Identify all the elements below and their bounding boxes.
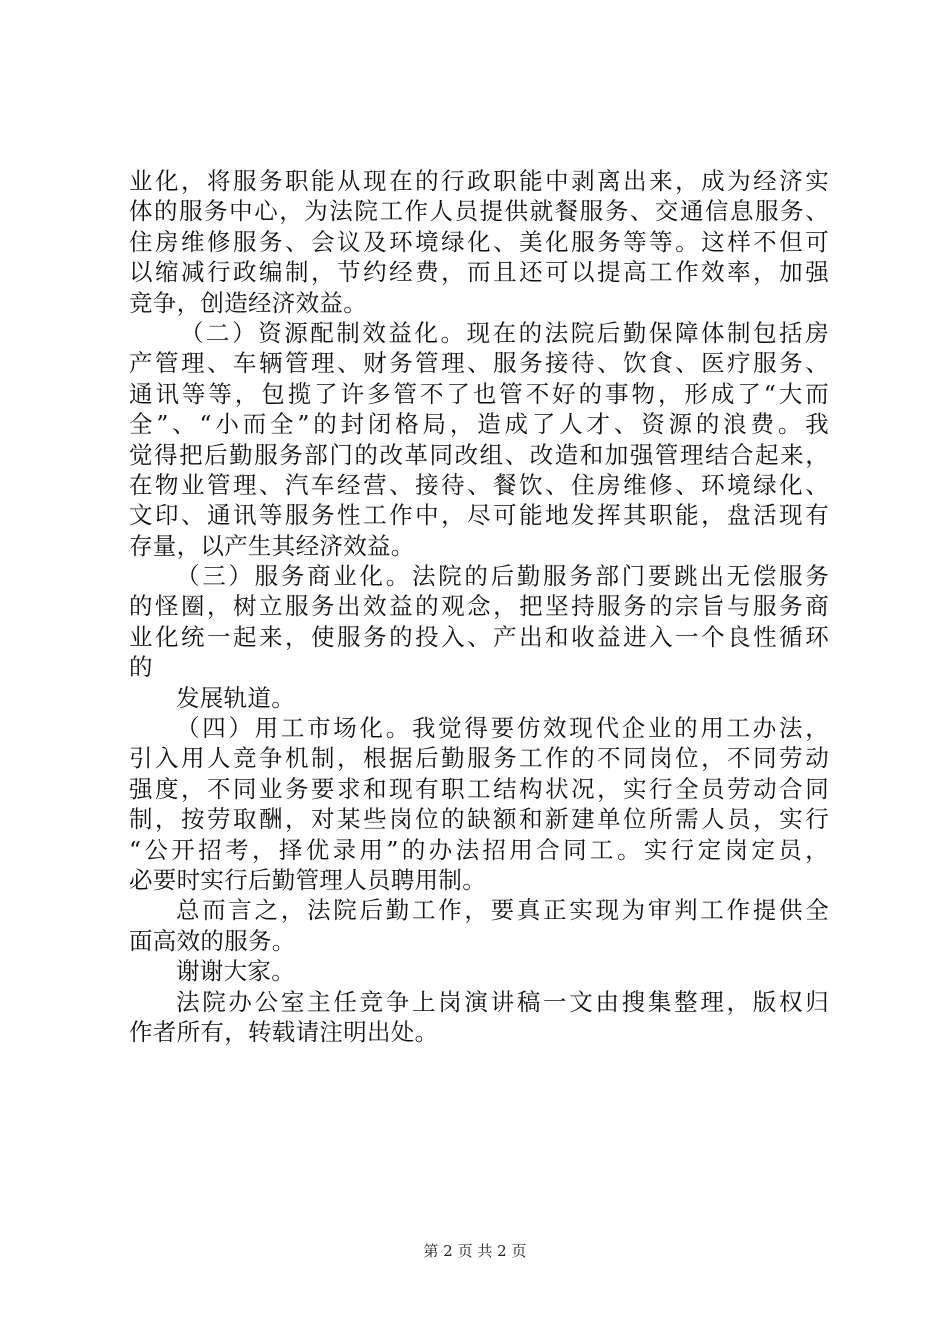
text-line: 在物业管理、汽车经营、接待、餐饮、住房维修、环境绿化、: [129, 470, 829, 499]
text-line: 谢谢大家。: [176, 957, 295, 986]
text-line: （四）用工市场化。我觉得要仿效现代企业的用工办法，: [176, 714, 829, 743]
text-line: 业化，将服务职能从现在的行政职能中剥离出来，成为经济实: [129, 167, 829, 195]
text-line: 存量，以产生其经济效益。: [129, 531, 415, 560]
text-line: 制，按劳取酬，对某些岗位的缺额和新建单位所需人员，实行: [129, 805, 829, 834]
text-line: 面高效的服务。: [129, 926, 296, 955]
text-line: 体的服务中心，为法院工作人员提供就餐服务、交通信息服务、: [129, 197, 829, 226]
text-line: 强度，不同业务要求和现有职工结构状况，实行全员劳动合同: [129, 774, 829, 803]
text-line: 的: [129, 653, 153, 682]
text-line: 觉得把后勤服务部门的改革同改组、改造和加强管理结合起来，: [129, 440, 829, 469]
text-line: （二）资源配制效益化。现在的法院后勤保障体制包括房: [180, 318, 829, 347]
text-line: 引入用人竞争机制，根据后勤服务工作的不同岗位，不同劳动: [129, 744, 829, 773]
text-line: 以缩减行政编制，节约经费，而且还可以提高工作效率，加强: [129, 258, 829, 287]
text-line: 法院办公室主任竞争上岗演讲稿一文由搜集整理，版权归: [176, 987, 829, 1016]
text-line: 总而言之，法院后勤工作，要真正实现为审判工作提供全: [176, 896, 829, 925]
text-line: （三）服务商业化。法院的后勤服务部门要跳出无偿服务: [176, 562, 829, 591]
text-line: 业化统一起来，使服务的投入、产出和收益进入一个良性循环: [129, 622, 829, 651]
text-line: 必要时实行后勤管理人员聘用制。: [129, 865, 486, 894]
text-line: 发展轨道。: [176, 683, 295, 712]
text-line: 产管理、车辆管理、财务管理、服务接待、饮食、医疗服务、: [129, 349, 829, 378]
text-line: 文印、通讯等服务性工作中，尽可能地发挥其职能，盘活现有: [129, 501, 829, 530]
text-line: 作者所有，转载请注明出处。: [129, 1017, 439, 1046]
text-line: 住房维修服务、会议及环境绿化、美化服务等等。这样不但可: [129, 227, 829, 256]
text-line: “公开招考，择优录用”的办法招用合同工。实行定岗定员，: [129, 835, 829, 864]
text-line: 的怪圈，树立服务出效益的观念，把坚持服务的宗旨与服务商: [129, 592, 829, 621]
document-body: [129, 166, 829, 1047]
text-line: 全”、“小而全”的封闭格局，造成了人才、资源的浪费。我: [129, 410, 829, 439]
text-line: 通讯等等，包揽了许多管不了也管不好的事物，形成了“大而: [129, 379, 829, 408]
page-number-footer: 第 2 页 共 2 页: [423, 1242, 527, 1260]
text-line: 竞争，创造经济效益。: [129, 288, 367, 317]
